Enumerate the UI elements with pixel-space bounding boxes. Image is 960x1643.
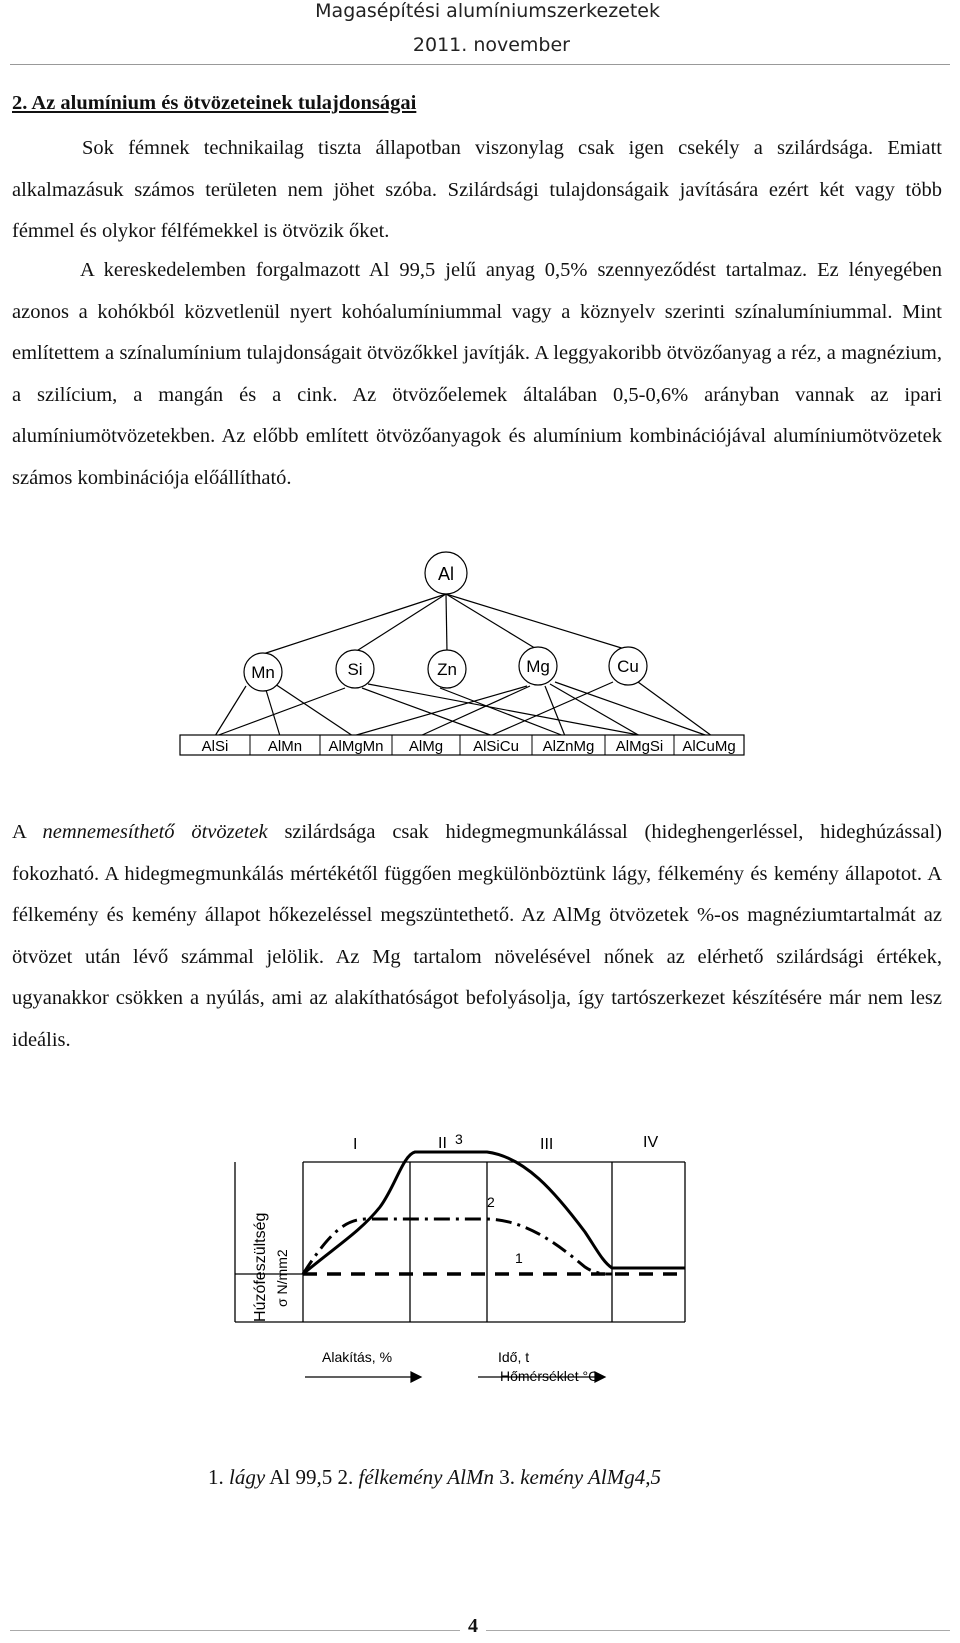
paragraph-3-body: szilárdsága csak hidegmegmunkálással (hideghengerléssel, hideghúzással) fokozható. A hidegmegmunkálás mértékétől függően megkülönböztünk lágy, félkemény és kemény állapotot. A félkemény és kemény állapot hőkezeléssel megszüntethető. Az AlMg ötvözetek %-os magnéziumtartalmát az ötvözet után lévő számmal jelölik. Az Mg tartalom növelésével nőnek az elérhető szilárdsági értékek, ugyanakkor csökken a nyúlás, ami az alakíthatóságot befolyásolja, így tartószerkezet készítésére már nem lesz ideális. [12,821,942,1051]
node-cu [609,647,647,685]
paragraph-3-term: nemnemesíthető ötvözetek [42,821,268,843]
chart-frame [235,1162,685,1322]
node-si [336,650,374,688]
curve-label-1: 1 [515,1250,523,1266]
y-axis-unit: σ N/mm2 [274,1249,290,1307]
node-mn-label: Mn [251,663,275,682]
page-number: 4 [460,1615,486,1638]
x-axis-label-temp: Hőmérséklet °C [500,1368,599,1384]
phase-label-iv: IV [643,1134,659,1151]
alloy-almn: AlMn [267,738,303,755]
header-title: Magasépítési alumíniumszerkezetek [315,0,660,22]
paragraph-3 [12,812,942,1061]
header-date: 2011. november [412,34,570,56]
caption-part-2: Al 99,5 2. [265,1465,359,1489]
alloy-alsi: AlSi [201,738,229,755]
alloy-alcumg: AlCuMg [682,738,736,755]
section-heading: 2. Az alumínium és ötvözeteinek tulajdonságai [12,92,417,114]
node-si-label: Si [347,660,363,679]
paragraph-1: Sok fémnek technikailag tiszta állapotban viszonylag csak igen csekély a szilárdsága. Emiatt alkalmazásuk számos területen nem jöhet szóba. Szilárdsági tulajdonságaik javítására ezért két vagy több fémmel és olykor félfémekkel is ötvözik őket. [12,137,942,242]
caption-italic-3: kemény AlMg4,5 [520,1465,661,1489]
node-mg [519,647,557,685]
alloy-tree-diagram [170,548,790,763]
node-al [425,552,467,594]
caption-part-3: 3. [493,1465,521,1489]
caption-part-1: 1. [208,1465,229,1489]
caption-italic-1: lágy [229,1465,266,1489]
paragraph-3-lead: A [12,821,43,843]
curve-label-2: 2 [487,1194,495,1210]
node-al-label: Al [437,564,455,584]
node-mg-label: Mg [526,657,550,676]
node-mn [244,653,282,691]
node-zn [428,650,466,688]
alloy-almgsi: AlMgSi [615,738,664,755]
curve-label-3: 3 [455,1131,463,1147]
caption-italic-2: félkemény AlMn [358,1465,494,1489]
alloy-almg: AlMg [408,738,444,755]
y-axis-label: Húzófeszültség [252,1212,269,1322]
alloy-alsicu: AlSiCu [473,738,519,755]
curve-3 [303,1152,685,1274]
x-axis-label-time: Idő, t [498,1349,530,1365]
phase-label-i: I [353,1136,358,1153]
strength-chart [225,1122,725,1442]
alloy-alznmg: AlZnMg [542,738,595,755]
x-axis-label-left: Alakítás, % [322,1349,393,1365]
node-cu-label: Cu [617,657,639,676]
chart-caption [208,1465,661,1490]
alloy-almgmn: AlMgMn [328,738,384,755]
phase-label-ii: II [438,1135,447,1152]
phase-label-iii: III [540,1136,554,1153]
paragraph-2: A kereskedelemben forgalmazott Al 99,5 jelű anyag 0,5% szennyeződést tartalmaz. Ez lényegében azonos a kohókból közvetlenül nyert kohóalumíniummal vagy a köznyelv szerinti színalumíniummal. Mint említettem a színalumínium tulajdonságait ötvözőkkel javítják. A leggyakoribb ötvözőanyag a réz, a magnézium, a szilícium, a mangán és a cink. Az ötvözőelemek általában 0,5-0,6% arányban vannak az ipari alumíniumötvözetekben. Az előbb említett ötvözőanyagok és alumínium kombinációjával alumíniumötvözetek számos kombinációja előállítható. [12,259,942,489]
curve-2 [303,1219,612,1274]
node-zn-label: Zn [437,660,457,679]
page-header [0,0,960,70]
header-divider [10,64,950,65]
